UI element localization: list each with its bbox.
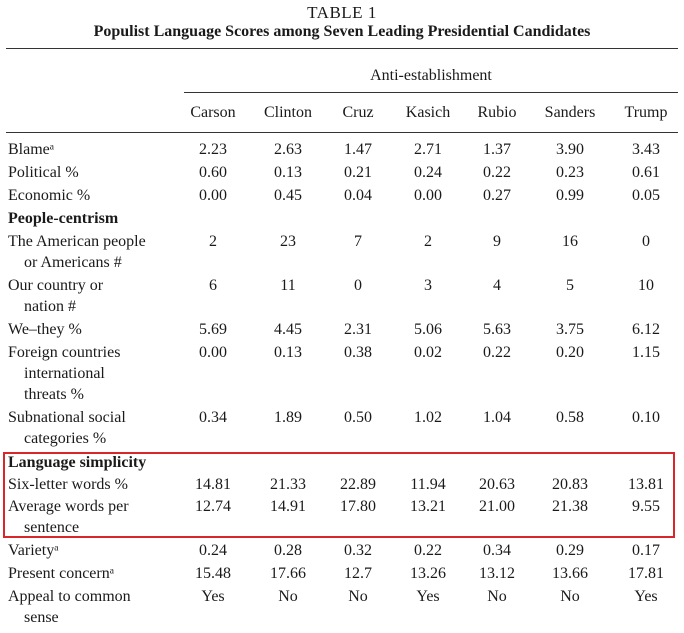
table-cell: 3 [424, 277, 432, 294]
table-cell: 0.23 [556, 164, 584, 181]
row-label: Political % [8, 164, 79, 181]
column-header-cruz: Cruz [342, 104, 374, 121]
table-cell: 0.04 [344, 187, 372, 204]
table-cell: 3.75 [556, 321, 584, 338]
table-cell: 0.10 [632, 409, 660, 426]
table-cell: 22.89 [340, 476, 376, 493]
table-cell: 13.66 [552, 565, 588, 582]
table-cell: 0.20 [556, 344, 584, 361]
table-cell: 1.15 [632, 344, 660, 361]
row-label: Varietyᵃ [8, 542, 59, 559]
table-cell: 0.00 [199, 187, 227, 204]
section-heading: People-centrism [8, 210, 119, 227]
table-cell: No [348, 588, 368, 605]
table-cell: 0.17 [632, 542, 660, 559]
table-cell: 2.71 [414, 141, 442, 158]
table-cell: 0 [354, 277, 362, 294]
table-cell: 0.13 [274, 344, 302, 361]
table-cell: 0.02 [414, 344, 442, 361]
table-cell: 0.34 [199, 409, 227, 426]
table-cell: 11.94 [410, 476, 446, 493]
table-cell: 13.81 [628, 476, 664, 493]
table-cell: 5.06 [414, 321, 442, 338]
table-cell: 0.24 [414, 164, 442, 181]
column-header-clinton: Clinton [263, 104, 312, 121]
table-cell: 0.05 [632, 187, 660, 204]
table-cell: 2.31 [344, 321, 372, 338]
table-cell: 0.00 [199, 344, 227, 361]
table-cell: 0.22 [483, 164, 511, 181]
table-cell: 4.45 [274, 321, 302, 338]
row-label: Six-letter words % [8, 476, 128, 493]
row-label: Foreign countries international threats % [8, 344, 121, 403]
table-cell: 13.12 [479, 565, 515, 582]
table-cell: 17.80 [340, 498, 376, 515]
table-cell: 15.48 [195, 565, 231, 582]
row-label: Our country or nation # [8, 277, 104, 315]
section-heading: Language simplicity [8, 454, 147, 471]
table-cell: 0.50 [344, 409, 372, 426]
table-cell: 0.32 [344, 542, 372, 559]
table-cell: 14.91 [270, 498, 306, 515]
table-cell: No [560, 588, 580, 605]
table-cell: 17.81 [628, 565, 664, 582]
row-label: Present concernᵃ [8, 565, 115, 582]
column-header-kasich: Kasich [405, 104, 451, 121]
table-cell: 0.45 [274, 187, 302, 204]
table-cell: 9 [493, 233, 501, 250]
table-cell: 5.69 [199, 321, 227, 338]
table-cell: No [487, 588, 507, 605]
table-cell: 21.33 [270, 476, 306, 493]
row-label: Average words per sentence [8, 498, 129, 536]
table-cell: 11 [280, 277, 296, 294]
table-cell: 2.23 [199, 141, 227, 158]
table-cell: 0.58 [556, 409, 584, 426]
column-header-trump: Trump [624, 104, 668, 121]
table-cell: 1.89 [274, 409, 302, 426]
row-label: Blameᵃ [8, 141, 55, 158]
table-cell: 23 [280, 233, 296, 250]
table-cell: 0.34 [483, 542, 511, 559]
table-cell: 4 [493, 277, 501, 294]
table-cell: 1.47 [344, 141, 372, 158]
table-cell: 0.22 [414, 542, 442, 559]
table-cell: 0.99 [556, 187, 584, 204]
column-header-rubio: Rubio [477, 104, 517, 121]
table-cell: 1.04 [483, 409, 511, 426]
group-header: Anti-establishment [370, 67, 492, 84]
table-cell: Yes [416, 588, 440, 605]
column-header-sanders: Sanders [544, 104, 596, 121]
table-cell: 5.63 [483, 321, 511, 338]
table-title: Populist Language Scores among Seven Leading Presidential Candidates [93, 23, 591, 40]
table-cell: 3.90 [556, 141, 584, 158]
group-rule [184, 92, 678, 93]
table-cell: 5 [566, 277, 574, 294]
table-cell: 0.29 [556, 542, 584, 559]
table-cell: 13.21 [410, 498, 446, 515]
table-cell: 20.63 [479, 476, 515, 493]
table-cell: 1.37 [483, 141, 511, 158]
table-cell: 0.21 [344, 164, 372, 181]
top-rule [6, 48, 678, 49]
table-cell: 0.60 [199, 164, 227, 181]
table-cell: 1.02 [414, 409, 442, 426]
table-cell: 10 [638, 277, 654, 294]
table-cell: 9.55 [632, 498, 660, 515]
table-cell: 0.24 [199, 542, 227, 559]
table-cell: 0.38 [344, 344, 372, 361]
table-cell: Yes [634, 588, 658, 605]
table-cell: 13.26 [410, 565, 446, 582]
table-cell: 6.12 [632, 321, 660, 338]
row-label: Subnational social categories % [8, 409, 126, 447]
language-simplicity-highlight [3, 452, 675, 538]
table-cell: 21.38 [552, 498, 588, 515]
table-cell: 3.43 [632, 141, 660, 158]
table-cell: 17.66 [270, 565, 306, 582]
table-cell: 20.83 [552, 476, 588, 493]
table-cell: 16 [562, 233, 578, 250]
table-cell: 21.00 [479, 498, 515, 515]
table-cell: 12.74 [195, 498, 231, 515]
table-cell: 0.00 [414, 187, 442, 204]
table-cell: No [278, 588, 298, 605]
table-cell: 7 [354, 233, 362, 250]
table-cell: 12.7 [344, 565, 372, 582]
row-label: Appeal to common sense [8, 588, 131, 626]
column-header-carson: Carson [190, 104, 236, 121]
table-cell: 14.81 [195, 476, 231, 493]
table-cell: 0.28 [274, 542, 302, 559]
row-label: We–they % [8, 321, 82, 338]
table-cell: 2 [424, 233, 432, 250]
table-cell: 0 [642, 233, 650, 250]
table-cell: 0.61 [632, 164, 660, 181]
table-number: TABLE 1 [307, 3, 377, 22]
table-cell: 0.22 [483, 344, 511, 361]
table-cell: 2 [209, 233, 217, 250]
table-cell: 2.63 [274, 141, 302, 158]
header-rule [6, 132, 678, 133]
row-label: Economic % [8, 187, 91, 204]
table-cell: 0.27 [483, 187, 511, 204]
table-cell: 0.13 [274, 164, 302, 181]
table-cell: 6 [209, 277, 217, 294]
table-cell: Yes [201, 588, 225, 605]
row-label: The American people or Americans # [8, 233, 146, 271]
